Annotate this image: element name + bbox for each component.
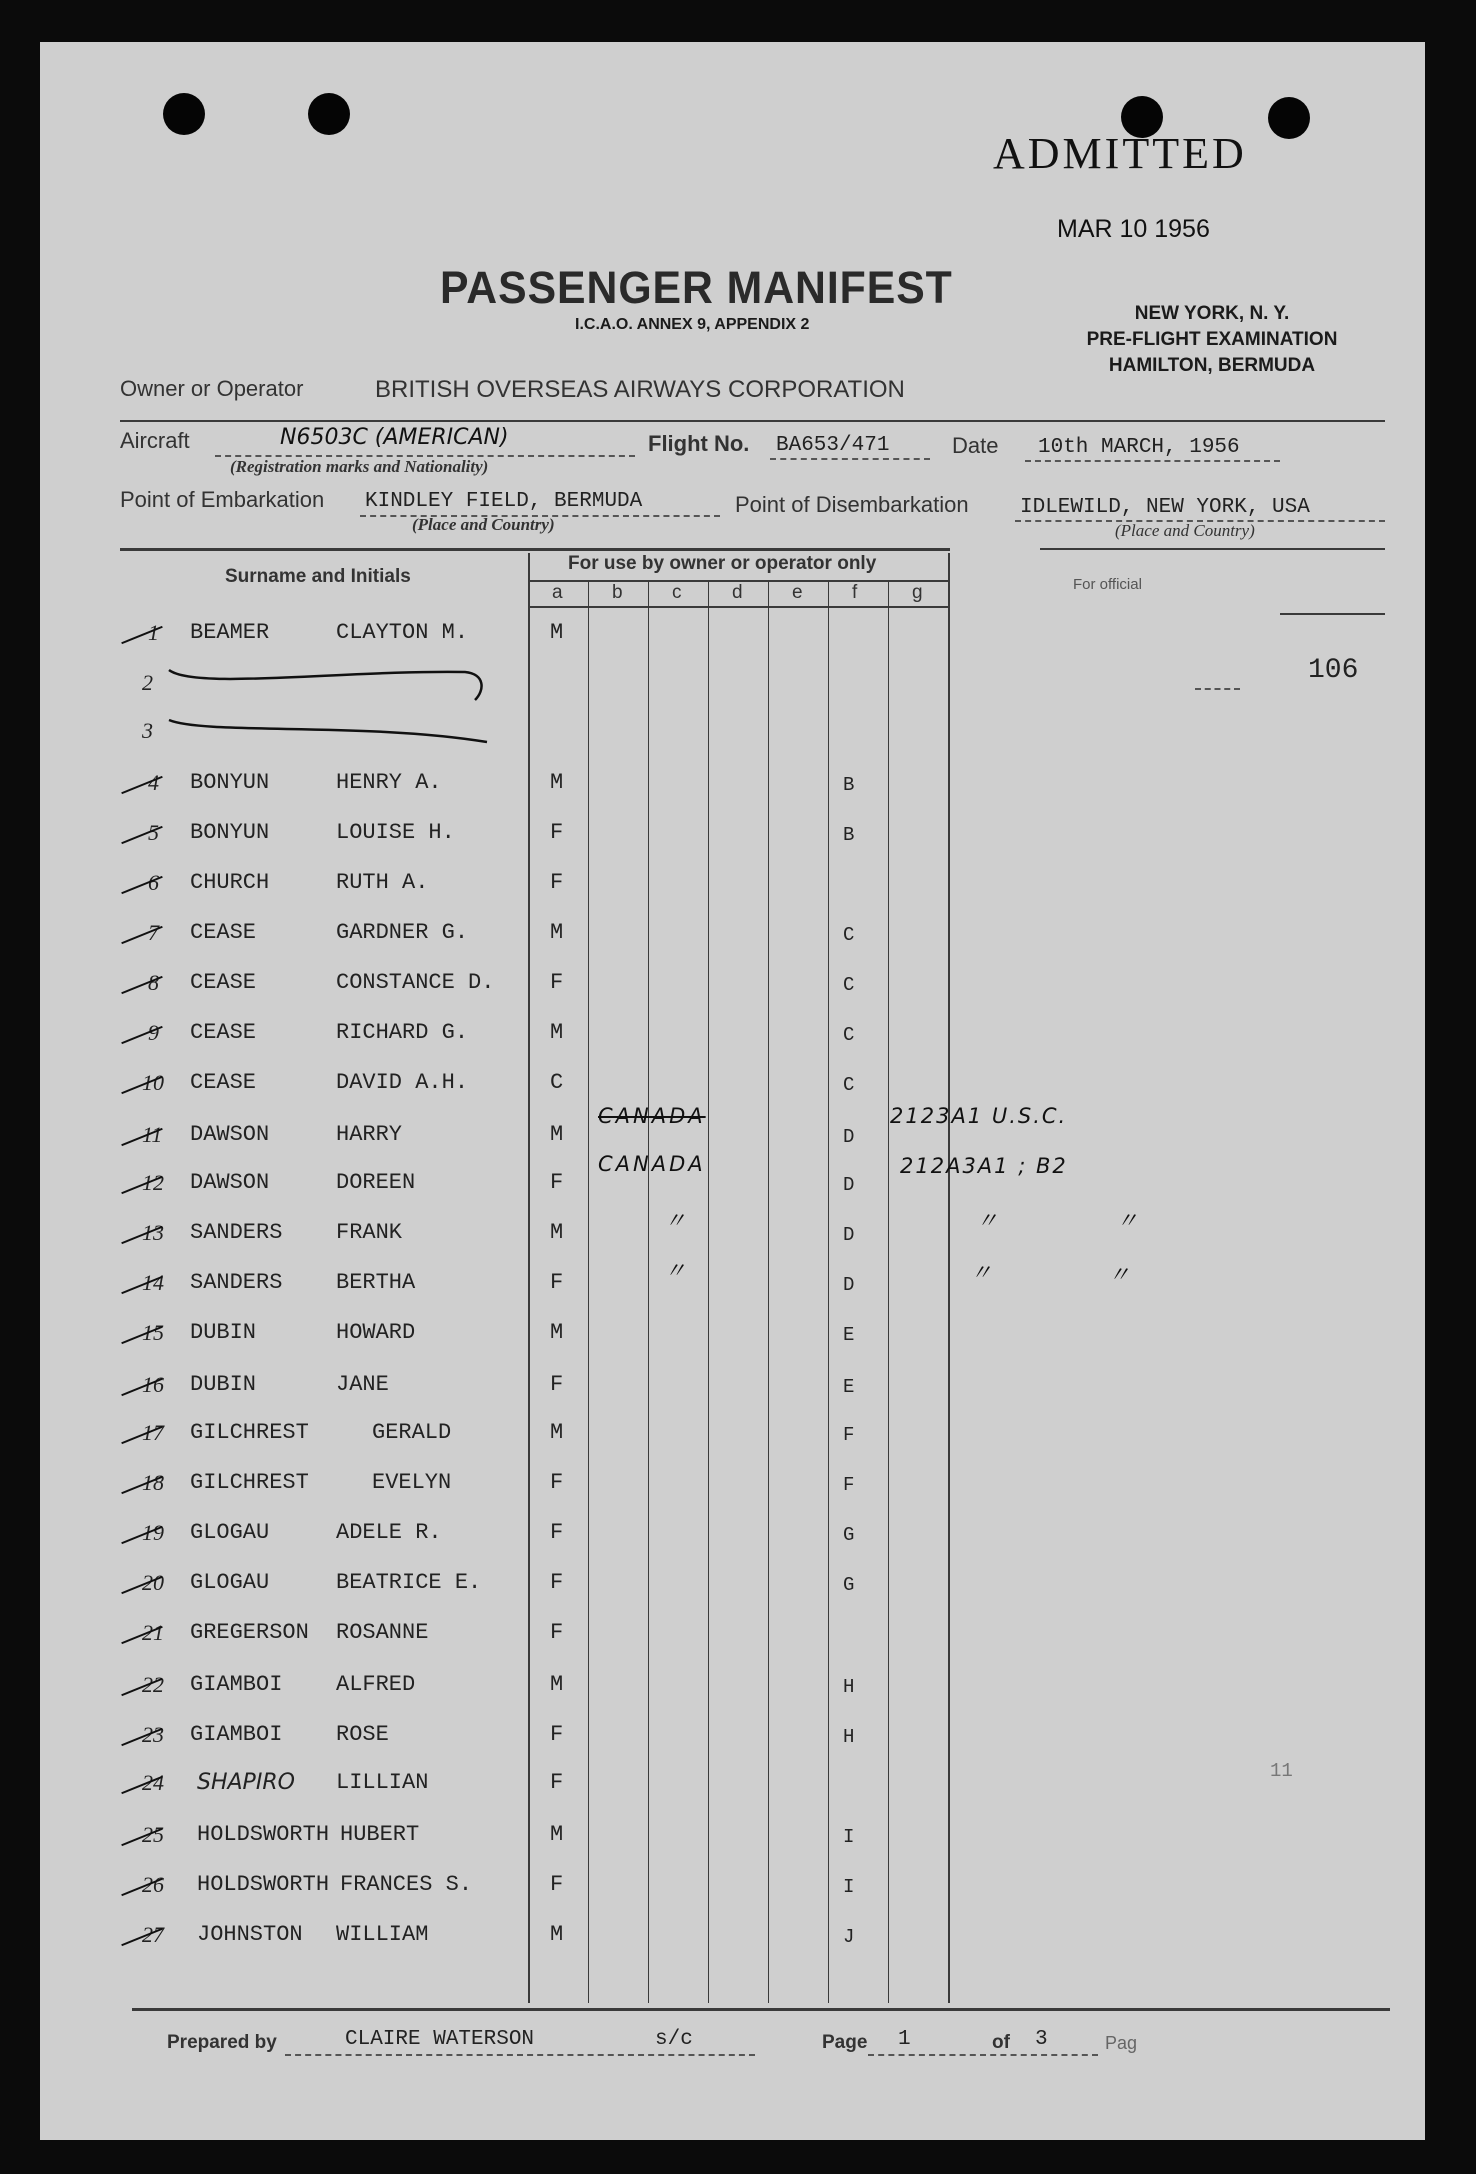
passenger-sex: M	[550, 1220, 564, 1245]
passenger-sex: M	[550, 620, 564, 645]
passenger-sex: M	[550, 1922, 564, 1947]
passenger-surname: HOLDSWORTH	[197, 1872, 330, 1897]
column-letter-e: e	[792, 582, 803, 603]
passenger-sex: F	[550, 1770, 564, 1795]
passenger-surname: DAWSON	[190, 1122, 270, 1147]
passenger-surname: GLOGAU	[190, 1570, 270, 1595]
passenger-given-name: HUBERT	[340, 1822, 420, 1847]
embark-label: Point of Embarkation	[120, 487, 325, 512]
column-rule	[768, 580, 769, 2003]
passenger-sex: F	[550, 820, 564, 845]
passenger-given-name: WILLIAM	[336, 1922, 429, 1947]
passenger-surname: SHAPIRO	[197, 1770, 295, 1795]
passenger-surname: DAWSON	[190, 1170, 270, 1195]
passenger-surname: CHURCH	[190, 870, 270, 895]
margin-note: 11	[1270, 1760, 1293, 1782]
column-rule	[888, 580, 889, 2003]
column-letter-a: a	[552, 582, 563, 603]
passenger-sex: F	[550, 1372, 564, 1397]
column-letter-c: c	[672, 582, 682, 603]
passenger-group: C	[843, 1024, 855, 1046]
column-rule	[948, 553, 950, 2003]
row-number: 24	[142, 1770, 164, 1795]
passenger-given-name: LILLIAN	[336, 1770, 429, 1795]
column-letter-d: d	[732, 582, 743, 603]
aircraft-value: N6503C (AMERICAN)	[280, 425, 509, 450]
passenger-group: B	[843, 824, 855, 846]
passenger-group: J	[843, 1926, 855, 1948]
column-letter-f: f	[852, 582, 858, 603]
passenger-given-name: HOWARD	[336, 1320, 416, 1345]
passenger-given-name: CONSTANCE D.	[336, 970, 495, 995]
handwritten-visa: 212A3A1 ; B2	[900, 1154, 1068, 1178]
ditto-mark: 〃	[1116, 1209, 1139, 1234]
row-number: 27	[142, 1922, 164, 1947]
embark-value: KINDLEY FIELD, BERMUDA	[365, 490, 643, 513]
passenger-sex: F	[550, 870, 564, 895]
ditto-mark: 〃	[664, 1259, 687, 1284]
deleted-rows-mark	[165, 660, 495, 760]
passenger-surname: JOHNSTON	[197, 1922, 303, 1947]
passenger-surname: GLOGAU	[190, 1520, 270, 1545]
passenger-group: I	[843, 1876, 855, 1898]
column-letter-b: b	[612, 582, 623, 603]
row-number: 6	[148, 870, 159, 895]
column-letter-g: g	[912, 582, 923, 603]
stamp-date: MAR 10 1956	[1057, 215, 1210, 243]
passenger-sex: M	[550, 1420, 564, 1445]
ditto-mark: 〃	[664, 1209, 687, 1234]
embark-note: (Place and Country)	[412, 515, 555, 534]
handwritten-nationality: CANADA	[598, 1104, 706, 1128]
passenger-surname: DUBIN	[190, 1320, 257, 1345]
official-header: For official	[1073, 576, 1142, 593]
punch-hole	[308, 93, 350, 135]
row-number: 4	[148, 770, 159, 795]
page-underline	[868, 2054, 1098, 2056]
passenger-group: H	[843, 1726, 855, 1748]
passenger-given-name: ALFRED	[336, 1672, 416, 1697]
passenger-sex: C	[550, 1070, 564, 1095]
row-number: 22	[142, 1672, 164, 1697]
passenger-surname: BEAMER	[190, 620, 270, 645]
row-number: 16	[142, 1372, 164, 1397]
passenger-sex: M	[550, 1020, 564, 1045]
row-number: 12	[142, 1170, 164, 1195]
row-number: 5	[148, 820, 159, 845]
passenger-surname: GREGERSON	[190, 1620, 309, 1645]
row-number: 15	[142, 1320, 164, 1345]
prepared-value: CLAIRE WATERSON	[345, 2028, 535, 2051]
flight-underline	[770, 458, 930, 460]
passenger-surname: BONYUN	[190, 820, 270, 845]
column-rule	[528, 553, 530, 2003]
passenger-given-name: RICHARD G.	[336, 1020, 469, 1045]
official-number: 106	[1308, 655, 1359, 686]
of-label: of	[992, 2032, 1010, 2053]
admitted-stamp: ADMITTED	[993, 129, 1247, 178]
passenger-given-name: GARDNER G.	[336, 920, 469, 945]
passenger-sex: F	[550, 1520, 564, 1545]
page-title: PASSENGER MANIFEST	[440, 262, 953, 313]
passenger-given-name: HARRY	[336, 1122, 403, 1147]
passenger-sex: F	[550, 1722, 564, 1747]
owner-value: BRITISH OVERSEAS AIRWAYS CORPORATION	[375, 376, 905, 403]
passenger-given-name: ROSANNE	[336, 1620, 429, 1645]
passenger-surname: GIAMBOI	[190, 1722, 283, 1747]
stamp-line: PRE-FLIGHT EXAMINATION	[1086, 329, 1338, 350]
passenger-surname: BONYUN	[190, 770, 270, 795]
passenger-group: D	[843, 1274, 855, 1296]
passenger-group: C	[843, 1074, 855, 1096]
letters-bottom-rule	[528, 606, 948, 608]
passenger-sex: M	[550, 1822, 564, 1847]
passenger-given-name: DOREEN	[336, 1170, 416, 1195]
passenger-surname: SANDERS	[190, 1220, 283, 1245]
row-number: 19	[142, 1520, 164, 1545]
passenger-group: G	[843, 1524, 855, 1546]
passenger-group: B	[843, 774, 855, 796]
official-dash	[1195, 688, 1240, 690]
row-number: 21	[142, 1620, 164, 1645]
page-label: Page	[822, 2032, 868, 2053]
divider	[120, 420, 1385, 422]
passenger-given-name: ADELE R.	[336, 1520, 442, 1545]
passenger-sex: F	[550, 1872, 564, 1897]
prepared-suffix: s/c	[655, 2028, 693, 2051]
row-number: 26	[142, 1872, 164, 1897]
row-number: 10	[142, 1070, 164, 1095]
handwritten-nationality: CANADA	[598, 1152, 706, 1176]
page-number: 1	[898, 2028, 911, 2051]
page-trailing: Pag	[1105, 2033, 1138, 2053]
passenger-sex: M	[550, 770, 564, 795]
passenger-group: C	[843, 974, 855, 996]
column-rule	[708, 580, 709, 2003]
date-value: 10th MARCH, 1956	[1038, 436, 1240, 459]
column-rule	[828, 580, 829, 2003]
passenger-group: I	[843, 1826, 855, 1848]
passenger-sex: M	[550, 1672, 564, 1697]
aircraft-note: (Registration marks and Nationality)	[230, 457, 489, 476]
page-total: 3	[1035, 2028, 1048, 2051]
passenger-group: C	[843, 924, 855, 946]
row-number: 20	[142, 1570, 164, 1595]
passenger-surname: HOLDSWORTH	[197, 1822, 330, 1847]
stamp-line: NEW YORK, N. Y.	[1134, 303, 1290, 324]
passenger-given-name: HENRY A.	[336, 770, 442, 795]
passenger-group: D	[843, 1126, 855, 1148]
flight-label: Flight No.	[648, 431, 750, 456]
passenger-given-name: ROSE	[336, 1722, 389, 1747]
ditto-mark: 〃	[970, 1261, 993, 1286]
passenger-sex: F	[550, 1620, 564, 1645]
passenger-group: H	[843, 1676, 855, 1698]
disembark-value: IDLEWILD, NEW YORK, USA	[1020, 496, 1310, 519]
passenger-given-name: EVELYN	[372, 1470, 452, 1495]
date-label: Date	[952, 433, 999, 458]
table-top-rule	[1040, 548, 1385, 550]
surname-header: Surname and Initials	[225, 566, 411, 587]
passenger-sex: M	[550, 1320, 564, 1345]
row-number: 25	[142, 1822, 164, 1847]
passenger-surname: GILCHREST	[190, 1420, 309, 1445]
table-bottom-rule	[132, 2008, 1390, 2011]
passenger-group: D	[843, 1224, 855, 1246]
passenger-surname: CEASE	[190, 1070, 257, 1095]
passenger-group: E	[843, 1324, 855, 1346]
row-number: 3	[142, 718, 153, 743]
operator-header: For use by owner or operator only	[568, 553, 877, 574]
row-number: 11	[142, 1122, 163, 1147]
aircraft-label: Aircraft	[120, 428, 190, 453]
handwritten-visa: 2123A1 U.S.C.	[890, 1104, 1068, 1128]
passenger-given-name: BEATRICE E.	[336, 1570, 482, 1595]
row-number: 9	[148, 1020, 159, 1045]
passenger-given-name: LOUISE H.	[336, 820, 455, 845]
passenger-group: G	[843, 1574, 855, 1596]
passenger-given-name: GERALD	[372, 1420, 452, 1445]
disembark-label: Point of Disembarkation	[735, 492, 969, 517]
ditto-mark: 〃	[1108, 1263, 1131, 1288]
passenger-sex: F	[550, 1270, 564, 1295]
passenger-group: E	[843, 1376, 855, 1398]
stamp-line: HAMILTON, BERMUDA	[1108, 355, 1316, 376]
disembark-note: (Place and Country)	[1115, 521, 1255, 540]
prepared-underline	[285, 2054, 755, 2056]
passenger-given-name: FRANK	[336, 1220, 403, 1245]
passenger-given-name: BERTHA	[336, 1270, 416, 1295]
passenger-surname: GILCHREST	[190, 1470, 309, 1495]
passenger-given-name: DAVID A.H.	[336, 1070, 469, 1095]
ditto-mark: 〃	[976, 1209, 999, 1234]
passenger-surname: CEASE	[190, 1020, 257, 1045]
row-number: 8	[148, 970, 159, 995]
page-subtitle: I.C.A.O. ANNEX 9, APPENDIX 2	[575, 316, 810, 333]
passenger-surname: CEASE	[190, 920, 257, 945]
passenger-given-name: FRANCES S.	[340, 1872, 473, 1897]
column-rule	[588, 580, 589, 2003]
row-number: 2	[142, 670, 153, 695]
prepared-label: Prepared by	[167, 2032, 277, 2053]
passenger-sex: F	[550, 1570, 564, 1595]
row-number: 23	[142, 1722, 164, 1747]
passenger-surname: SANDERS	[190, 1270, 283, 1295]
row-number: 1	[148, 620, 159, 645]
row-number: 17	[142, 1420, 164, 1445]
passenger-sex: M	[550, 1122, 564, 1147]
passenger-given-name: JANE	[336, 1372, 389, 1397]
passenger-surname: GIAMBOI	[190, 1672, 283, 1697]
row-number: 7	[148, 920, 159, 945]
passenger-surname: CEASE	[190, 970, 257, 995]
passenger-group: F	[843, 1474, 855, 1496]
punch-hole	[1268, 97, 1310, 139]
passenger-group: D	[843, 1174, 855, 1196]
passenger-group: F	[843, 1424, 855, 1446]
passenger-sex: F	[550, 1470, 564, 1495]
flight-value: BA653/471	[776, 434, 890, 457]
passenger-sex: F	[550, 1170, 564, 1195]
column-rule	[648, 580, 649, 2003]
official-rule	[1280, 613, 1385, 615]
owner-label: Owner or Operator	[120, 376, 304, 401]
punch-hole	[163, 93, 205, 135]
table-top-rule	[120, 548, 950, 551]
row-number: 13	[142, 1220, 164, 1245]
passenger-sex: M	[550, 920, 564, 945]
passenger-given-name: RUTH A.	[336, 870, 429, 895]
row-number: 18	[142, 1470, 164, 1495]
passenger-given-name: CLAYTON M.	[336, 620, 469, 645]
passenger-surname: DUBIN	[190, 1372, 257, 1397]
date-underline	[1025, 460, 1280, 462]
passenger-sex: F	[550, 970, 564, 995]
row-number: 14	[142, 1270, 164, 1295]
